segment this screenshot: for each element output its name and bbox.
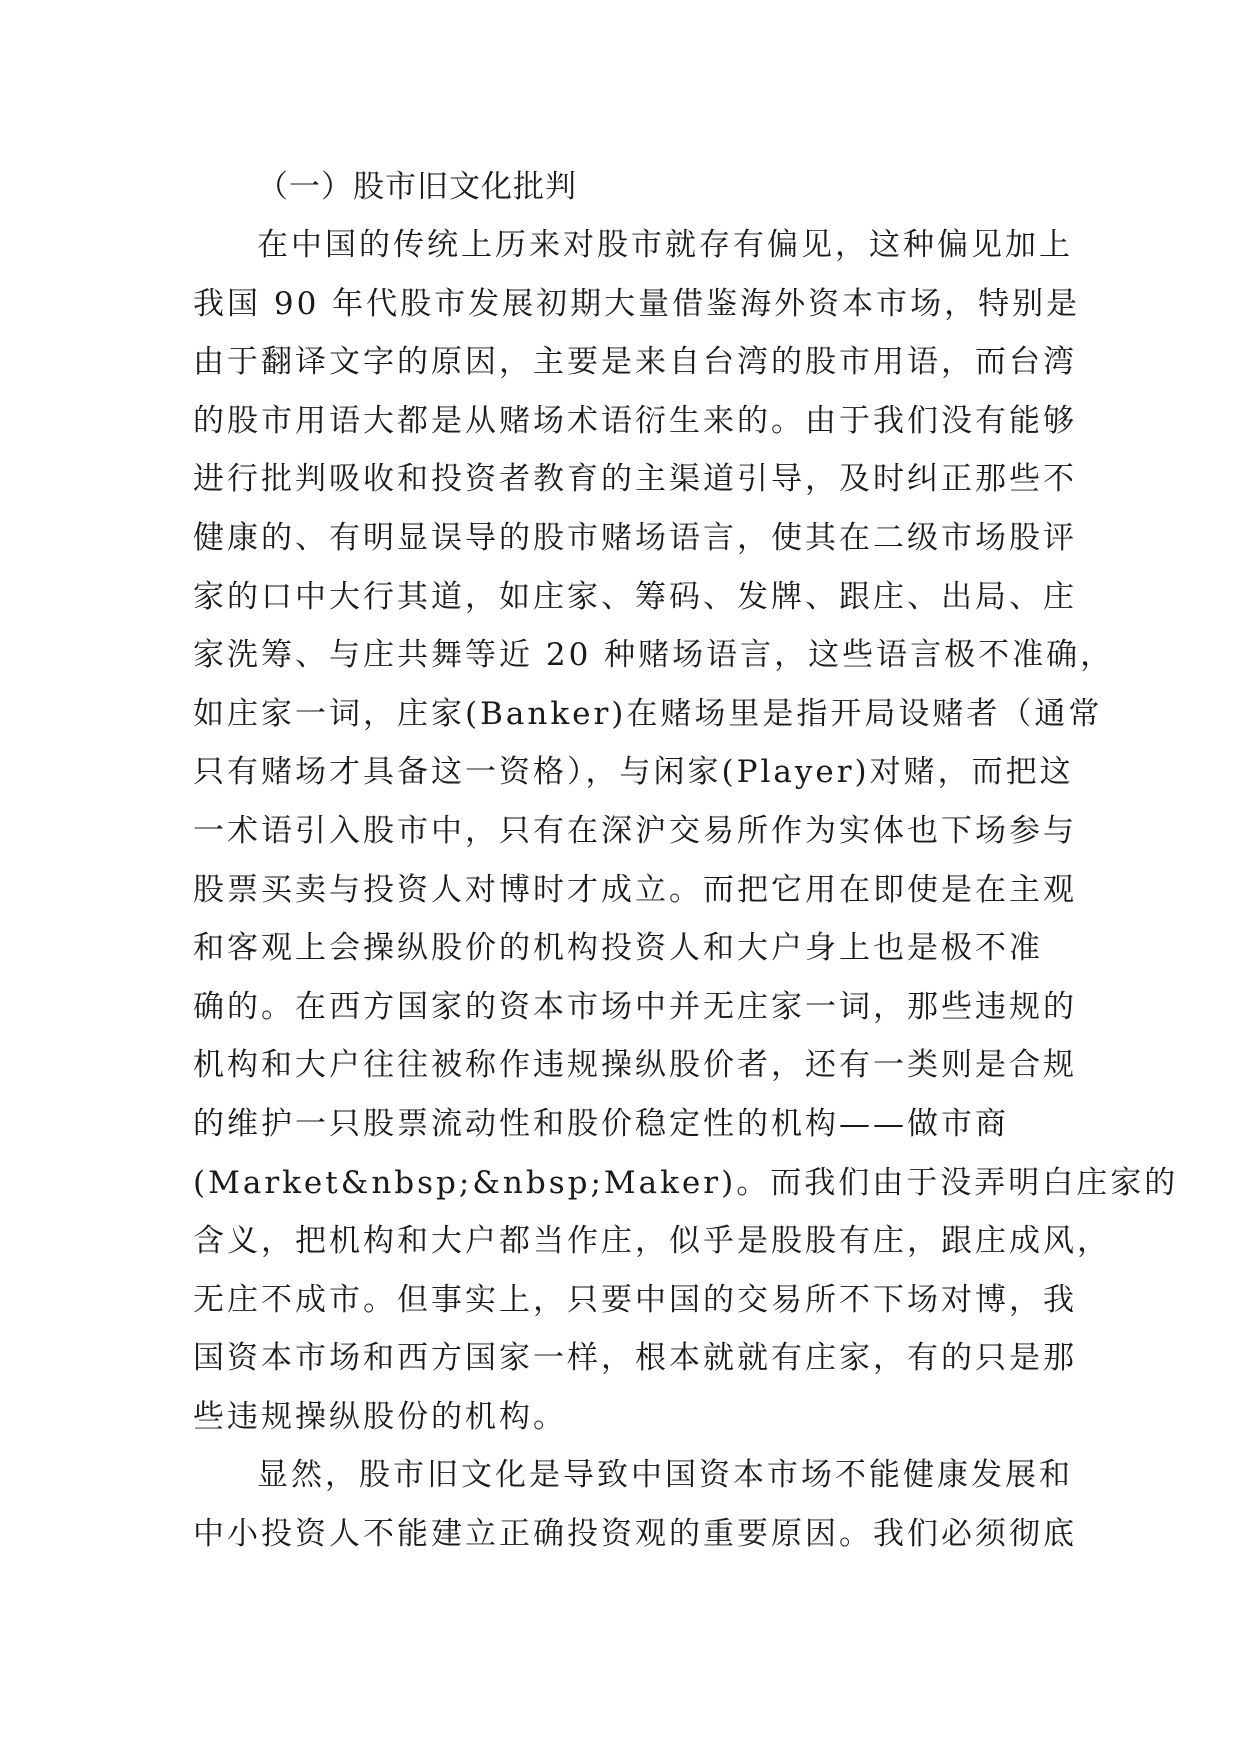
paragraph-line: 我国 90 年代股市发展初期大量借鉴海外资本市场，特别是: [193, 285, 1081, 322]
paragraph-line: (Market&nbsp;&nbsp;Maker)。而我们由于没弄明白庄家的: [193, 1164, 1179, 1201]
paragraph-line: 由于翻译文字的原因，主要是来自台湾的股市用语，而台湾: [193, 344, 1077, 381]
paragraph-line: 无庄不成市。但事实上，只要中国的交易所不下场对博，我: [193, 1281, 1077, 1318]
paragraph-line: 的股市用语大都是从赌场术语衍生来的。由于我们没有能够: [193, 402, 1077, 439]
paragraph-line: 国资本市场和西方国家一样，根本就就有庄家，有的只是那: [193, 1340, 1077, 1377]
paragraph-line: 家洗筹、与庄共舞等近 20 种赌场语言，这些语言极不准确，: [193, 637, 1115, 674]
paragraph-line: 在中国的传统上历来对股市就存有偏见，这种偏见加上: [257, 227, 1073, 263]
paragraph-line: 显然，股市旧文化是导致中国资本市场不能健康发展和: [257, 1457, 1073, 1494]
paragraph-line: 只有赌场才具备这一资格），与闲家(Player)对赌，而把这: [193, 754, 1074, 791]
paragraph-line: 确的。在西方国家的资本市场中并无庄家一词，那些违规的: [193, 988, 1077, 1025]
paragraph-line: 含义，把机构和大户都当作庄，似乎是股股有庄，跟庄成风，: [193, 1223, 1111, 1260]
paragraph-line: 和客观上会操纵股价的机构投资人和大户身上也是极不准: [193, 930, 1043, 967]
document-body: [193, 158, 1179, 1564]
section-heading: （一）股市旧文化批判: [257, 169, 577, 205]
paragraph-line: 中小投资人不能建立正确投资观的重要原因。我们必须彻底: [193, 1516, 1077, 1553]
paragraph-line: 股票买卖与投资人对博时才成立。而把它用在即使是在主观: [193, 871, 1077, 908]
paragraph-line: 家的口中大行其道，如庄家、筹码、发牌、跟庄、出局、庄: [193, 578, 1077, 615]
paragraph-line: 些违规操纵股份的机构。: [193, 1398, 567, 1435]
paragraph-line: 健康的、有明显误导的股市赌场语言，使其在二级市场股评: [193, 519, 1077, 556]
paragraph-line: 机构和大户往往被称作违规操纵股价者，还有一类则是合规: [193, 1047, 1077, 1084]
paragraph-line: 的维护一只股票流动性和股价稳定性的机构——做市商: [193, 1105, 1009, 1142]
paragraph-line: 一术语引入股市中，只有在深沪交易所作为实体也下场参与: [193, 812, 1077, 849]
paragraph-line: 如庄家一词，庄家(Banker)在赌场里是指开局设赌者（通常: [193, 695, 1103, 732]
paragraph-line: 进行批判吸收和投资者教育的主渠道引导，及时纠正那些不: [193, 461, 1077, 498]
